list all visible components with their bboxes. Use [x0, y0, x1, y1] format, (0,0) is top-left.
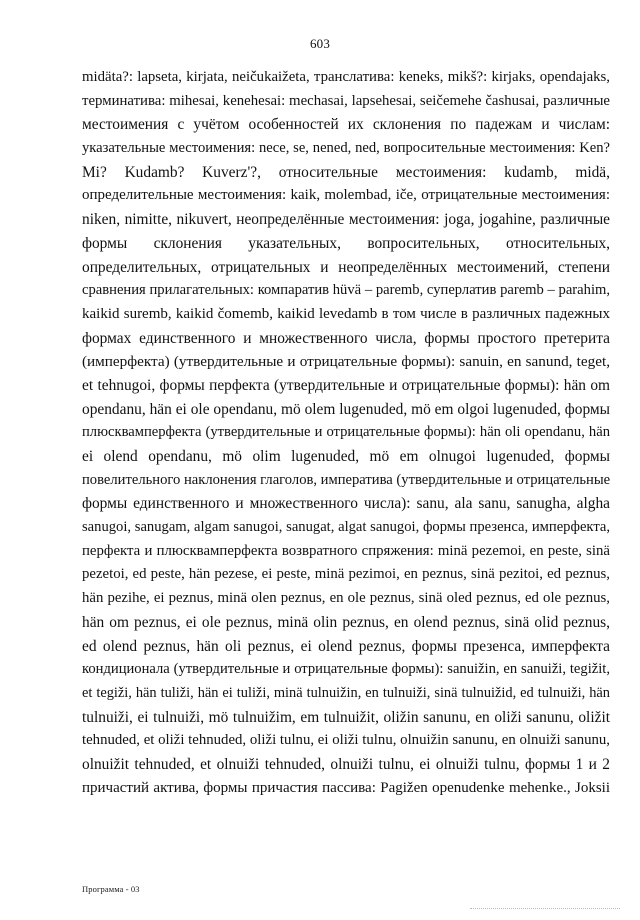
- text-line: сравнения прилагательных: компаратив hüvä – paremb, суперлатив paremb – parahim,: [82, 282, 610, 299]
- text-line: midäta?: lapseta, kirjata, neičukaižeta, транслатива: keneks, mikš?: kirjaks, opendajaks,: [82, 69, 610, 85]
- text-line: причастий актива, формы причастия пассива: Pagižen openudenke mehenke., Joksii: [82, 779, 610, 796]
- text-line: kaikid suremb, kaikid čomemb, kaikid levedamb в том числе в различных падежных: [82, 305, 610, 322]
- text-line: ei olend opendanu, mö olim lugenuded, mö em olnugoi lugenuded, формы: [82, 448, 610, 465]
- page-number: 603: [309, 36, 331, 51]
- text-line: определительные местоимения: kaik, molembad, iče, отрицательные местоимения:: [82, 187, 610, 204]
- text-line: повелительного наклонения глаголов, императива (утвердительные и отрицательные: [82, 471, 610, 488]
- scan-artifact: [470, 908, 620, 910]
- text-line: et tehnugoi, формы перфекта (утвердительные и отрицательные формы): hän om: [82, 376, 610, 394]
- text-line: кондиционала (утвердительные и отрицательные формы): sanuižin, en sanuiži, tegižit,: [82, 661, 610, 678]
- text-line: hän pezihe, ei peznus, minä olen peznus, en ole peznus, sinä oled peznus, ed ole peznus,: [82, 590, 610, 607]
- text-line: hän om peznus, ei ole peznus, minä olin peznus, en olend peznus, sinä olid peznus,: [82, 613, 610, 631]
- text-line: tehnuded, et oliži tehnuded, oliži tulnu, ei oliži tulnu, olnuižin sanunu, en olnuiži sanunu,: [82, 732, 610, 749]
- text-line: olnuižit tehnuded, et olnuiži tehnuded, olnuiži tulnu, ei olnuiži tulnu, формы 1 и 2: [82, 755, 610, 773]
- body-text: [82, 66, 610, 800]
- text-line: плюсквамперфекта (утвердительные и отрицательные формы): hän oli opendanu, hän: [82, 424, 610, 441]
- text-line: tulnuiži, ei tulnuiži, mö tulnuižim, em tulnuižit, oližin sanunu, en oliži sanunu, oližit: [82, 708, 610, 726]
- text-line: формы единственного и множественного числа): sanu, ala sanu, sanugha, algha: [82, 495, 610, 513]
- text-line: ed olend peznus, hän oli peznus, ei olend peznus, формы презенса, имперфекта: [82, 637, 610, 655]
- text-line: определительных, отрицательных и неопределённых местоимений, степени: [82, 258, 610, 276]
- text-line: pezetoi, ed peste, hän pezese, ei peste, minä pezimoi, en peznus, sinä pezitoi, ed peznus,: [82, 566, 610, 583]
- text-line: перфекта и плюсквамперфекта возвратного спряжения: minä pezemoi, en peste, sinä: [82, 542, 610, 559]
- text-line: (имперфекта) (утвердительные и отрицательные формы): sanuin, en sanund, teget,: [82, 353, 610, 371]
- text-line: указательные местоимения: nece, se, nened, ned, вопросительные местоимения: Ken?: [82, 140, 610, 157]
- text-line: opendanu, hän ei ole opendanu, mö olem lugenuded, mö em olgoi lugenuded, формы: [82, 400, 610, 418]
- text-line: местоимения с учётом особенностей их склонения по падежам и числам:: [82, 116, 610, 134]
- text-line: et tegiži, hän tuliži, hän ei tuliži, minä tulnuižin, en tulnuiži, sinä tulnuižid, ed tulnuiži, hän: [82, 684, 610, 701]
- text-line: терминатива: mihesai, kenehesai: mechasai, lapsehesai, seičemehe čashusai, различные: [82, 92, 610, 109]
- text-line: Mi? Kudamb? Kuverz'?, относительные местоимения: kudamb, midä,: [82, 163, 610, 181]
- text-line: niken, nimitte, nikuvert, неопределённые местоимения: joga, jogahine, различные: [82, 211, 610, 229]
- page-footer: Программа - 03: [82, 884, 140, 894]
- text-line: sanugoi, sanugam, algam sanugoi, sanugat, algat sanugoi, формы презенса, имперфекта,: [82, 519, 610, 536]
- text-line: формы склонения указательных, вопросительных, относительных,: [82, 234, 610, 252]
- text-line: формах единственного и множественного числа, формы простого претерита: [82, 329, 610, 347]
